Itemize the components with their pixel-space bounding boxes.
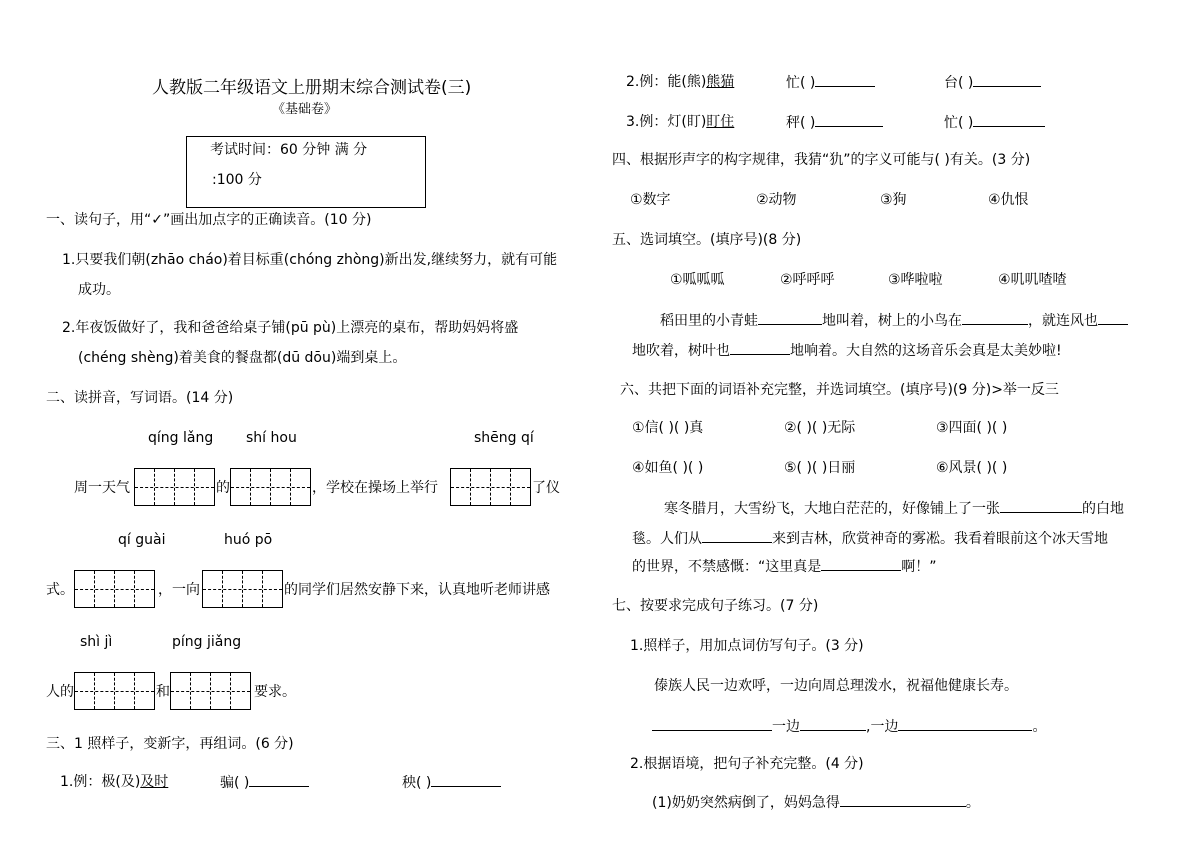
pinyin-qinglang: qíng lǎng <box>148 430 214 446</box>
s1-q1-line2: 成功。 <box>78 282 120 298</box>
section-7-heading: 七、按要求完成句子练习。(7 分) <box>612 598 819 614</box>
s3-q2-item-c[interactable]: 台( ) <box>944 72 1041 93</box>
writing-grid-qiguai[interactable] <box>74 570 155 608</box>
s2-text-8: 人的 <box>46 684 74 700</box>
writing-grid-pingjiang[interactable] <box>170 672 251 710</box>
s5-option-1: ①呱呱呱 <box>670 272 725 288</box>
s6-blank-2[interactable] <box>702 528 772 543</box>
s4-option-2[interactable]: ②动物 <box>756 192 797 208</box>
s3-q3-item-c[interactable]: 忙( ) <box>944 112 1045 133</box>
s2-text-1: 周一天气 <box>74 480 130 496</box>
s1-q2-line2: (chéng shèng)着美食的餐盘都(dū dōu)端到桌上。 <box>78 350 407 366</box>
s6-idiom-1[interactable]: ①信( )( )真 <box>632 420 704 436</box>
s5-option-2: ②呼呼呼 <box>780 272 835 288</box>
pinyin-pingjiang: píng jiǎng <box>172 634 242 650</box>
s7-blank-4[interactable] <box>840 792 966 807</box>
s3-q1-prefix: 1.例：极(及) <box>60 774 141 790</box>
s6-idiom-4[interactable]: ④如鱼( )( ) <box>632 460 704 476</box>
s6-idiom-5[interactable]: ⑤( )( )日丽 <box>784 460 856 476</box>
s5-blank-2[interactable] <box>962 310 1028 325</box>
s7-blank-2[interactable] <box>800 716 866 731</box>
s1-q2-line1: 2.年夜饭做好了，我和爸爸给桌子铺(pū pù)上漂亮的桌布，帮助妈妈将盛 <box>62 320 519 336</box>
s3-q1-example-word: 及时 <box>140 774 169 790</box>
s2-text-9: 和 <box>156 684 170 700</box>
s7-q2: 2.根据语境，把句子补充完整。(4 分) <box>630 756 864 772</box>
page-title: 人教版二年级语文上册期末综合测试卷(三) <box>152 78 472 98</box>
pinyin-shihou: shí hou <box>246 430 297 446</box>
s2-text-2: 的 <box>216 480 230 496</box>
s5-blank-3[interactable] <box>1098 310 1128 325</box>
section-4-heading: 四、根据形声字的构字规律，我猜“犰”的字义可能与( )有关。(3 分) <box>612 152 1031 168</box>
s3-q1-item-c[interactable]: 秧( ) <box>402 772 501 793</box>
s6-idiom-2[interactable]: ②( )( )无际 <box>784 420 856 436</box>
s1-q1-line1: 1.只要我们朝(zhāo cháo)着目标重(chóng zhòng)新出发,继续努力，就有可能 <box>62 252 558 268</box>
s3-q2-example-word: 熊猫 <box>706 74 735 90</box>
s6-para-line3: 的世界，不禁感慨：“这里真是 啊！” <box>632 556 937 577</box>
s3-q3-prefix: 3.例：灯(盯) <box>626 114 707 130</box>
s3-q2-prefix: 2.例：能(熊) <box>626 74 707 90</box>
s5-blank-1[interactable] <box>758 310 822 325</box>
writing-grid-shiji[interactable] <box>74 672 155 710</box>
s3-q3-item-b[interactable]: 秤( ) <box>786 112 883 133</box>
s6-para-line2: 毯。人们从 来到吉林，欣赏神奇的雾凇。我看着眼前这个冰天雪地 <box>632 528 1108 549</box>
s6-blank-1[interactable] <box>1000 498 1082 513</box>
s2-text-7: 的同学们居然安静下来，认真地听老师讲感 <box>284 582 550 598</box>
s7-q2-item-1: (1)奶奶突然病倒了，妈妈急得 。 <box>652 792 980 813</box>
s5-option-4: ④叽叽喳喳 <box>998 272 1067 288</box>
pinyin-qiguai: qí guài <box>118 532 166 548</box>
s2-text-4: 了仪 <box>532 480 560 496</box>
pinyin-shiji: shì jì <box>80 634 113 650</box>
s3-q1-item-b[interactable]: 骗( ) <box>220 772 309 793</box>
s3-q3 <box>626 112 734 132</box>
exam-info-line1: 考试时间：60 分钟 满 分 <box>210 142 368 158</box>
section-2-heading: 二、读拼音，写词语。(14 分) <box>46 390 234 406</box>
s3-q2-item-b[interactable]: 忙( ) <box>786 72 875 93</box>
s2-text-6: ，一向 <box>158 582 200 598</box>
s6-para-line1: 寒冬腊月，大雪纷飞，大地白茫茫的，好像铺上了一张 的白地 <box>664 498 1124 519</box>
s4-option-1[interactable]: ①数字 <box>630 192 671 208</box>
s3-q3-example-word: 盯住 <box>706 114 735 130</box>
s6-idiom-3[interactable]: ③四面( )( ) <box>936 420 1008 436</box>
section-6-heading: 六、共把下面的词语补充完整，并选词填空。(填序号)(9 分)>举一反三 <box>620 382 1059 398</box>
s5-option-3: ③哗啦啦 <box>888 272 943 288</box>
s5-blank-4[interactable] <box>730 340 790 355</box>
s2-text-10: 要求。 <box>254 684 296 700</box>
page-subtitle: 《基础卷》 <box>272 102 338 117</box>
writing-grid-shihou[interactable] <box>230 468 311 506</box>
s6-blank-3[interactable] <box>821 556 901 571</box>
s2-text-3: ，学校在操场上举行 <box>312 480 438 496</box>
s7-q1-example: 傣族人民一边欢呼，一边向周总理泼水，祝福他健康长寿。 <box>654 678 1018 694</box>
s3-q2 <box>626 72 734 92</box>
section-1-heading: 一、读句子，用“✓”画出加点字的正确读音。(10 分) <box>46 212 372 228</box>
section-5-heading: 五、选词填空。(填序号)(8 分) <box>612 232 802 248</box>
s4-option-4[interactable]: ④仇恨 <box>988 192 1029 208</box>
s3-q1 <box>60 772 168 792</box>
section-3-heading: 三、1 照样子，变新字，再组词。(6 分) <box>46 736 294 752</box>
s5-para-line2: 地吹着，树叶也 地响着。大自然的这场音乐会真是太美妙啦! <box>632 340 1062 361</box>
writing-grid-shengqi[interactable] <box>450 468 531 506</box>
pinyin-shengqi: shēng qí <box>474 430 534 446</box>
writing-grid-qinglang[interactable] <box>134 468 215 506</box>
s7-blank-3[interactable] <box>898 716 1032 731</box>
pinyin-huopo: huó pō <box>224 532 273 548</box>
s6-idiom-6[interactable]: ⑥风景( )( ) <box>936 460 1008 476</box>
s5-para-line1: 稻田里的小青蛙 地叫着，树上的小鸟在 ，就连风也 <box>660 310 1128 331</box>
exam-info-line2: :100 分 <box>212 172 262 188</box>
s7-q1-answer-line: 一边 ,一边 。 <box>652 716 1046 737</box>
s4-option-3[interactable]: ③狗 <box>880 192 907 208</box>
s7-blank-1[interactable] <box>652 716 772 731</box>
s7-q1: 1.照样子，用加点词仿写句子。(3 分) <box>630 638 864 654</box>
writing-grid-huopo[interactable] <box>202 570 283 608</box>
s2-text-5: 式。 <box>46 582 74 598</box>
